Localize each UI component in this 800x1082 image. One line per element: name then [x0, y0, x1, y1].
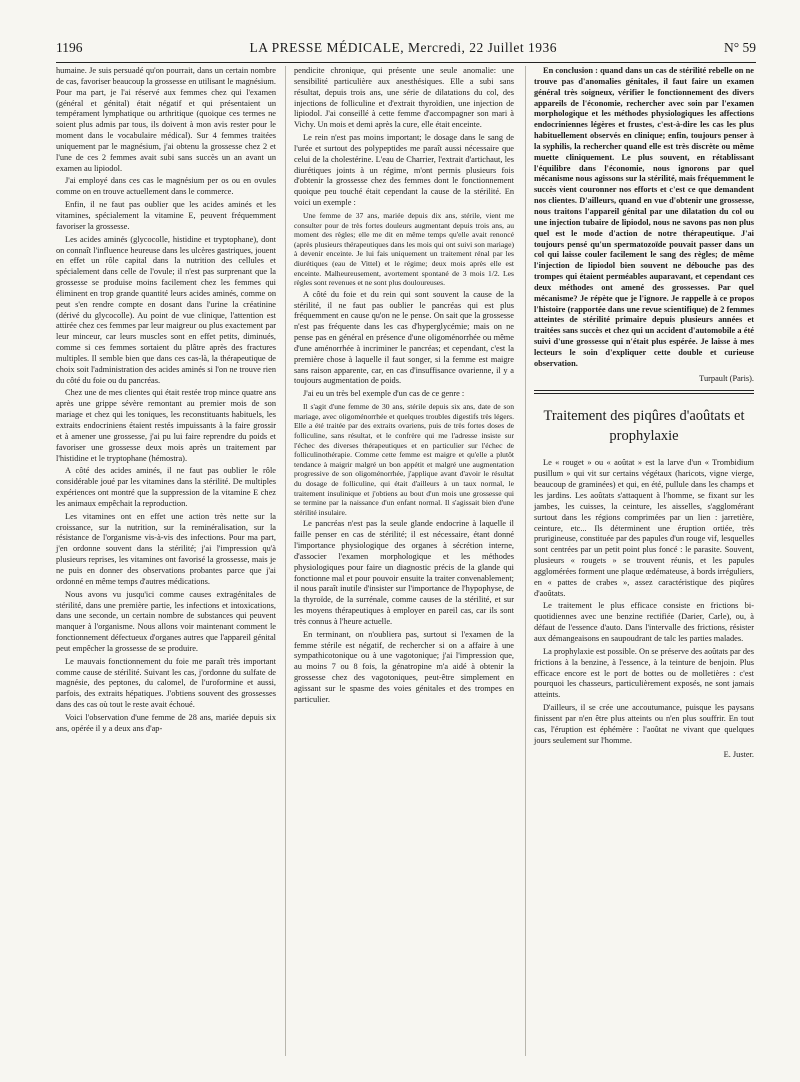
article-title: Traitement des piqûres d'aoûtats et prophylaxie — [543, 408, 745, 445]
conclusion-paragraph: En conclusion : quand dans un cas de stérilité rebelle on ne trouve pas d'anomalies génitales, il faut faire un examen général très soigneux, vérifier le fonctionnement des divers appareils de l'économie, rechercher avec soin par l'examen morphologique et les méthodes physiologiques les affections endocriniennes légères et frustes, c'est-à-dire les cas les plus habituellement observés en clinique; enfin, toujours penser à la syphilis, la rechercher quand elle est très discrète ou même muette cliniquement. Le plus souvent, en rétablissant l'équilibre dans l'économie, nous ignorons par quel mécanisme nous agissons sur la stérilité, mais fréquemment le succès vient couronner nos efforts et c'est ce que demandent nos clientes. D'ailleurs, quand en vue d'obtenir une grossesse, nous traitons l'appareil génital par une dilatation du col ou une injection tubaire de lipiodol, nous ne savons pas non plus quel est le mode d'action de notre thérapeutique. J'ai toujours pensé qu'un spermatozoïde pouvait passer dans un col qui laisse couler facilement le sang des règles; de même l'injection de lipiodol bien souvent ne débouche pas des trompes qui étaient perméables auparavant, et cependant ces deux méthodes ont amené des grossesses. Par quel mécanisme? Je répète que je l'ignore. Je rappelle à ce propos l'histoire (rapportée dans une revue scientifique) de 2 femmes atteintes de stérilité primaire depuis plusieurs années et traitées sans succès et chez qui un accident d'automobile a été suivi d'une grossesse qui n'était plus espérée. Je laisse à mes lecteurs le soin d'expliquer cette double et curieuse observation. — [534, 66, 754, 368]
column-3 — [534, 66, 754, 767]
paragraph: humaine. Je suis persuadé qu'on pourrait, dans un certain nombre de cas, favoriser beaucoup la grossesse en utilisant le magnésium. Pour ma part, je l'ai réservé aux femmes chez qui l'examen (général et génital) était négatif et qui présentaient un tempérament lymphatique ou arthritique (quoique ces termes ne soient plus admis par tous, ils doivent à mon avis rester pour le moment dans le vocabulaire médical). Sur 4 femmes traitées uniquement par le magnésium, j'ai obtenu la grossesse chez 2 et l'une de ces 2 femmes avait subi sans succès un an avant un examen au lipiodol. — [56, 66, 276, 173]
column-rule — [525, 66, 526, 1056]
column-2 — [294, 66, 514, 708]
case-observation: Il s'agit d'une femme de 30 ans, stérile depuis six ans, date de son mariage, avec oligoménorrhée et quelques troubles digestifs très légers. Elle a été traitée par des extraits ovariens, puis de très fortes doses de folliculine, sans résultat, et le confrère qui me l'adresse insiste sur l'échec des diverses thérapeutiques et en particulier sur l'échec de folliculinothérapie. Comme cette femme est maigre et qu'elle a plutôt tendance à maigrir malgré un bon appétit et malgré une augmentation progressive de son oligoménorrhée, j'applique avant d'avoir le résultat du dosage de folliculine, qui était d'ailleurs à un taux normal, le traitement insulinique et j'obtiens au bout d'un mois une grossesse qui se termine par la naissance d'un enfant normal. Il s'agissait bien d'une stérilité insulaire. — [294, 402, 514, 517]
paragraph: Chez une de mes clientes qui était restée trop mince quatre ans après une grippe sévère remontant au premier mois de son mariage et chez qui les toniques, les reconstituants habituels, les extraits endocriniens étaient restés impuissants à la faire grossir et à amener une grossesse, j'ai pu lui faire reprendre du poids et favoriser une grossesse deux mois après un traitement par l'histidine et le tryptophane (hémostra). — [56, 388, 276, 463]
divider — [534, 390, 754, 391]
journal-title: LA PRESSE MÉDICALE, Mercredi, 22 Juillet 1936 — [249, 40, 557, 55]
paragraph: En terminant, on n'oubliera pas, surtout si l'examen de la femme stérile est négatif, de rechercher si on a affaire à une sympathicotonique ou à une vagotonique; j'ai l'impression que, au moins 7 ou 8 fois, la génatropine m'a aidé à obtenir la grossesse chez des vagotoniques, peut-être simplement en agissant sur le spasme des voies génitales et des trompes en particulier. — [294, 629, 514, 704]
paragraph: Le mauvais fonctionnement du foie me paraît très important comme cause de stérilité. Suivant les cas, j'ordonne du sulfate de magnésie, des peptones, du calomel, de l'uroformine et aussi, parfois, des extraits hépatiques. J'obtiens souvent des grossesses dans des cas où tout le reste avait échoué. — [56, 656, 276, 710]
page-number: 1196 — [56, 40, 83, 55]
paragraph: Enfin, il ne faut pas oublier que les acides aminés et les vitamines, spécialement la vitamine E, peuvent fréquemment favoriser la grossesse. — [56, 200, 276, 231]
paragraph: La prophylaxie est possible. On se préserve des aoûtats par des frictions à la benzine, à l'essence, à la teinture de benjoin. Plus efficace encore est le port de bottes ou de molletières : c'est pourquoi les chasseurs, particulièrement exposés, ne sont jamais atteints. — [534, 646, 754, 700]
paragraph: J'ai employé dans ces cas le magnésium per os ou en ovules comme on en trouve actuellement dans le commerce. — [56, 176, 276, 197]
paragraph: Le « rouget » ou « aoûtat » est la larve d'un « Trombidium pusillum » qui vit sur certains végétaux (haricots, vigne vierge, beaucoup de graminées) et qui, en été, pullule dans les champs et les jardins. Les aoûtats s'attaquent à l'homme, se fixant sur les jambes, les cuisses, la ceinture, les aisselles, s'agglomérant surtout dans les régions comprimées par un lien : jarretière, ceinture, etc... Ils déterminent une éruption ortiée, très prurigineuse, constituée par des papules d'un rouge vif, lesquelles sont centrées par un petit point plus foncé : le parasite. Souvent, plusieurs « rougets » se trouvent réunis, et les papules agglomérées forment une plaque œdémateuse, à bords irréguliers, en « pattes de crabes », assez caractéristique des piqûres d'aoûtats. — [534, 458, 754, 598]
page-header — [56, 40, 756, 63]
paragraph: pendicite chronique, qui présente une seule anomalie: une sensibilité particulière aux anesthésiques. Elle a subi sans résultat, depuis trois ans, une série de dilatations du col, des injections de folliculine et d'extrait thyroïdien, une injection de lipiodol. J'ai conseillé à cette femme d'accompagner son mari à Vichy. Un mois et demi après la cure, elle était enceinte. — [294, 66, 514, 130]
paragraph: Les acides aminés (glycocolle, histidine et tryptophane), dont on connaît l'influence heureuse dans les ulcères gastriques, jouent en effet un rôle capital dans la nutrition des cellules et spécialement dans celle de l'ovule; il n'est pas surprenant que la grossesse se produise moins facilement chez les femmes qui éliminent en trop grande quantité leurs acides aminés, comme on peut s'en rendre compte en dosant dans l'urine la créatinine (dérivé du glycocolle). Au point de vue clinique, l'attention est attirée chez ces femmes par leur maigreur ou plus exactement par leur minceur, car leurs muscles sont en effet petits, diminués, comme si ces femmes sortaient du plâtre après des fractures multiples. Il semble bien que dans ces cas-là, la thérapeutique de choix soit l'administration des acides aminés si l'on ne trouve rien du côté du foie ou du pancréas. — [56, 234, 276, 385]
paragraph: Le traitement le plus efficace consiste en frictions bi-quotidiennes avec une benzine rectifiée (Darier, Carle), ou, à défaut de l'essence d'auto. Dans l'intervalle des frictions, résister aux démangeaisons en saupoudrant de talc les parties malades. — [534, 601, 754, 643]
divider — [534, 393, 754, 394]
paragraph: Les vitamines ont en effet une action très nette sur la croissance, sur la nutrition, sur la reminéralisation, sur la résistance de l'organisme vis-à-vis des infections. Pour ma part, j'en ordonne souvent dans la stérilité; j'ai l'impression qu'à plusieurs reprises, les vitamines ont favorisé la grossesse, mais je ne puis en donner des observations probantes parce que j'ai ordonné en même temps d'autres médications. — [56, 511, 276, 586]
author-signature: E. Juster. — [723, 750, 754, 760]
paragraph: Le rein n'est pas moins important; le dosage dans le sang de l'urée et surtout des polypeptides me paraît aussi nécessaire que celui de la cholestérine. L'eau de Charrier, l'extrait d'artichaut, les diurétiques joints à un régime, m'ont permis plusieurs fois d'obtenir la grossesse chez des femmes dont le fonctionnement quoique peu touché était cependant la cause de la stérilité. En voici un exemple : — [294, 133, 514, 208]
columns — [56, 66, 756, 1066]
paragraph: D'ailleurs, il se crée une accoutumance, puisque les paysans finissent par n'en être plus atteints ou n'en plus souffrir. En tout cas, l'éruption est éphémère : l'aoûtat ne vivant que quelques jours seulement sur l'homme. — [534, 703, 754, 745]
case-observation: Une femme de 37 ans, mariée depuis dix ans, stérile, vient me consulter pour de très fortes douleurs augmentant depuis trois ans, au moment des règles; elle me dit en même temps qu'elle avait renoncé (après plusieurs thérapeutiques dans les mois qui ont suivi son mariage) à devenir enceinte. Je lui fais uniquement un traitement rénal par les diurétiques (eau de Vittel) et le régime; deux mois après elle est enceinte. Malheureusement, avortement spontané de 3 mois 1/2. Les règles sont revenues et ne sont plus douloureuses. — [294, 210, 514, 288]
column-rule — [285, 66, 286, 1056]
paragraph: A côté des acides aminés, il ne faut pas oublier le rôle considérable joué par les vitamines dans la stérilité. De multiples expériences ont montré que la suppression de la vitamine E chez les animaux empêchait la reproduction. — [56, 466, 276, 508]
author-signature: Turpault (Paris). — [699, 373, 754, 383]
paragraph: Le pancréas n'est pas la seule glande endocrine à laquelle il faille penser en cas de stérilité; il est nécessaire, étant donné l'importance physiologique des organes à sécrétion interne, d'associer l'examen morphologique et les méthodes physiologiques pour faire un diagnostic précis de la glande qui fonctionne mal et pour pouvoir ensuite la traiter convenablement; il nous paraît inutile d'insister sur l'importance de l'hypophyse, de la thyroïde, de la surrénale, comme causes de la stérilité, et sur les moyens thérapeutiques à employer en pareil cas, car ils sont très connus à l'heure actuelle. — [294, 519, 514, 626]
column-1 — [56, 66, 276, 737]
issue-number: N° 59 — [723, 40, 756, 55]
paragraph: J'ai eu un très bel exemple d'un cas de ce genre : — [303, 389, 465, 399]
paragraph: Voici l'observation d'une femme de 28 ans, mariée depuis six ans, opérée il y a deux ans d'ap- — [56, 712, 276, 733]
paragraph: Nous avons vu jusqu'ici comme causes extragénitales de stérilité, dans une première partie, les infections et intoxications, dans une seconde, un certain nombre de substances qui peuvent manquer à l'organisme. Nous allons voir maintenant comment le fonctionnement défectueux d'organes autres que l'appareil génital peut empêcher la grossesse de se produire. — [56, 589, 276, 653]
paragraph: A côté du foie et du rein qui sont souvent la cause de la stérilité, il ne faut pas oublier le pancréas qui est plus fréquemment en cause qu'on ne le pense. On sait que la grossesse n'est pas fréquente dans les cas d'hyperglycémie; mais on ne pense pas en général en présence d'une oligoménorrhée ou même d'une aménorrhée à incriminer le pancréas; et cependant, c'est la première chose à laquelle il faut songer, si la femme est maigre sans raison apparente, car, en cas d'insuffisance ovarienne, il y a toujours augmentation de poids. — [294, 289, 514, 386]
